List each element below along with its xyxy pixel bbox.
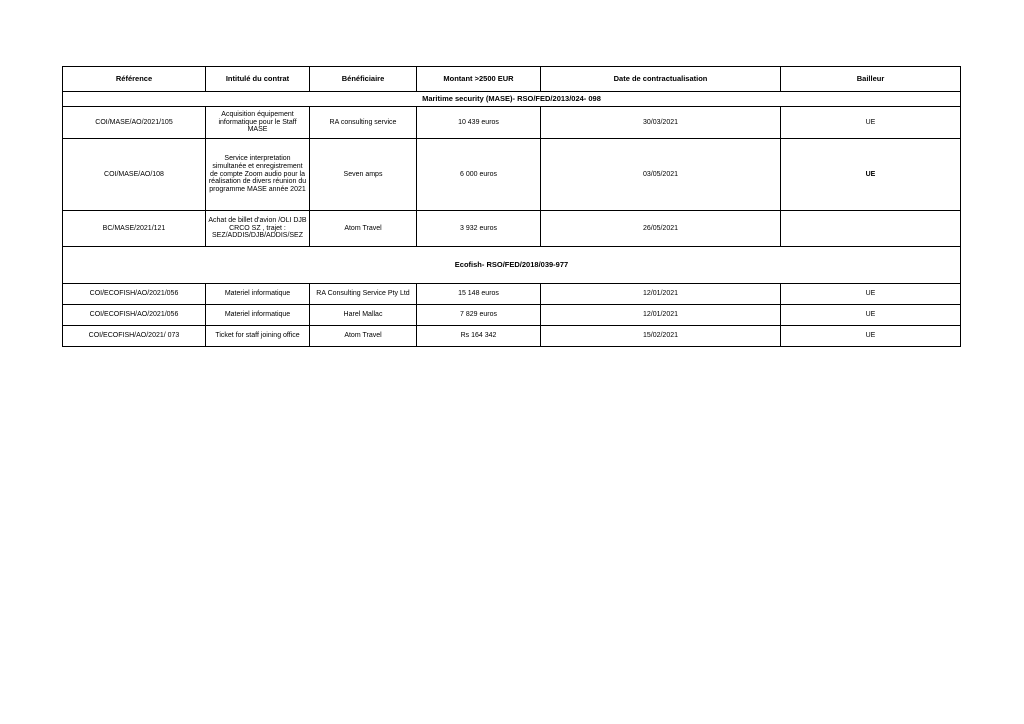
- table-row: [63, 326, 961, 347]
- table-row: [63, 305, 961, 326]
- cell-amount: 10 439 euros: [417, 107, 541, 139]
- cell-reference: COI/ECOFISH/AO/2021/ 073: [63, 326, 206, 347]
- cell-reference: COI/MASE/AO/108: [63, 139, 206, 211]
- cell-donor: UE: [781, 284, 961, 305]
- cell-amount: Rs 164 342: [417, 326, 541, 347]
- cell-amount: 3 932 euros: [417, 211, 541, 247]
- cell-reference: COI/ECOFISH/AO/2021/056: [63, 284, 206, 305]
- cell-reference: BC/MASE/2021/121: [63, 211, 206, 247]
- header-donor: Bailleur: [781, 67, 961, 92]
- cell-title: Achat de billet d'avion /OLI DJB CRCO SZ , trajet : SEZ/ADDIS/DJB/ADDIS/SEZ: [206, 211, 310, 247]
- contracts-table: [62, 66, 961, 347]
- cell-donor: UE: [781, 305, 961, 326]
- cell-donor: UE: [781, 326, 961, 347]
- header-title: Intitulé du contrat: [206, 67, 310, 92]
- header-amount: Montant >2500 EUR: [417, 67, 541, 92]
- cell-date: 26/05/2021: [541, 211, 781, 247]
- cell-donor: UE: [781, 107, 961, 139]
- cell-amount: 7 829 euros: [417, 305, 541, 326]
- header-row: [63, 67, 961, 92]
- cell-beneficiary: Atom Travel: [310, 211, 417, 247]
- cell-amount: 6 000 euros: [417, 139, 541, 211]
- section-row-mase: [63, 92, 961, 107]
- cell-beneficiary: Atom Travel: [310, 326, 417, 347]
- table-row: [63, 139, 961, 211]
- cell-title: Acquisition équipement informatique pour le Staff MASE: [206, 107, 310, 139]
- cell-title: Materiel informatique: [206, 305, 310, 326]
- cell-reference: COI/ECOFISH/AO/2021/056: [63, 305, 206, 326]
- cell-date: 30/03/2021: [541, 107, 781, 139]
- header-date: Date de contractualisation: [541, 67, 781, 92]
- table-row: [63, 211, 961, 247]
- cell-date: 12/01/2021: [541, 305, 781, 326]
- cell-title: Service interpretation simultanée et enregistrement de compte Zoom audio pour la réalisation de divers réunion du programme MASE année 2021: [206, 139, 310, 211]
- section-row-ecofish: [63, 247, 961, 284]
- section-title: Ecofish- RSO/FED/2018/039-977: [63, 247, 961, 284]
- cell-donor: [781, 211, 961, 247]
- cell-date: 15/02/2021: [541, 326, 781, 347]
- cell-beneficiary: Harel Mallac: [310, 305, 417, 326]
- cell-date: 03/05/2021: [541, 139, 781, 211]
- table-row: [63, 284, 961, 305]
- section-title: Maritime security (MASE)- RSO/FED/2013/024- 098: [63, 92, 961, 107]
- cell-beneficiary: Seven amps: [310, 139, 417, 211]
- header-reference: Référence: [63, 67, 206, 92]
- cell-title: Ticket for staff joining office: [206, 326, 310, 347]
- cell-reference: COI/MASE/AO/2021/105: [63, 107, 206, 139]
- header-beneficiary: Bénéficiaire: [310, 67, 417, 92]
- cell-date: 12/01/2021: [541, 284, 781, 305]
- cell-beneficiary: RA Consulting Service Pty Ltd: [310, 284, 417, 305]
- cell-donor: UE: [781, 139, 961, 211]
- cell-title: Materiel informatique: [206, 284, 310, 305]
- cell-beneficiary: RA consulting service: [310, 107, 417, 139]
- table-row: [63, 107, 961, 139]
- cell-amount: 15 148 euros: [417, 284, 541, 305]
